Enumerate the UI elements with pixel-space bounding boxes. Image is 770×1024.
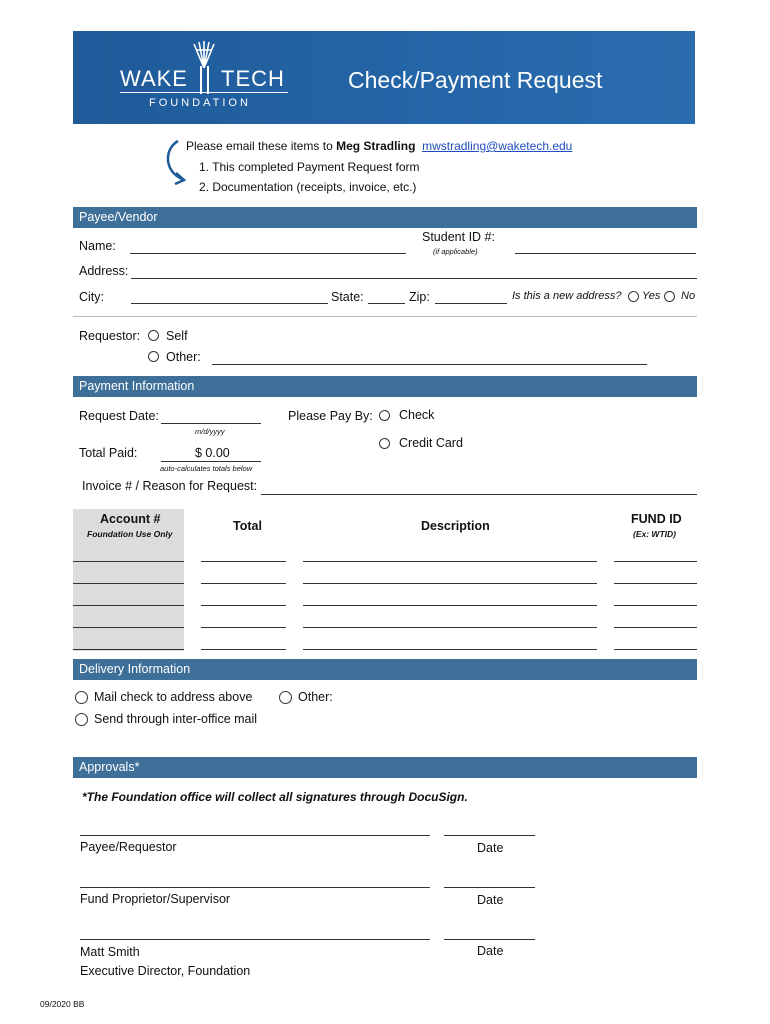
description-field[interactable] <box>303 649 597 650</box>
logo-wake: WAKE <box>120 66 188 91</box>
footer-code: 09/2020 BB <box>40 999 85 1009</box>
fund-header: FUND ID <box>631 512 682 526</box>
account-field[interactable] <box>73 605 184 606</box>
city-label: City: <box>79 290 104 304</box>
signature-line-director[interactable] <box>80 939 430 940</box>
new-address-question: Is this a new address? <box>512 290 622 302</box>
logo-divider-2 <box>207 66 209 94</box>
zip-label: Zip: <box>409 290 430 304</box>
pay-by-check-radio[interactable] <box>379 410 390 421</box>
zip-field[interactable] <box>435 303 507 304</box>
section-payee-vendor: Payee/Vendor <box>73 207 697 228</box>
account-field[interactable] <box>73 627 184 628</box>
request-date-field[interactable] <box>161 423 261 424</box>
account-header: Account # <box>100 512 161 526</box>
signature-line-proprietor[interactable] <box>80 887 430 888</box>
interoffice-label: Send through inter-office mail <box>94 712 258 726</box>
student-id-note: (if applicable) <box>433 247 478 256</box>
logo-tech: TECH <box>221 66 285 91</box>
date-label-proprietor: Date <box>477 893 504 907</box>
logo-divider <box>200 66 202 94</box>
curved-arrow-icon <box>160 137 188 187</box>
payee-divider <box>73 316 697 317</box>
date-label-payee: Date <box>477 841 504 855</box>
fund-field[interactable] <box>614 627 697 628</box>
pay-by-credit-card-radio[interactable] <box>379 438 390 449</box>
page-title: Check/Payment Request <box>348 67 603 93</box>
requestor-other-label: Other: <box>166 350 201 364</box>
city-field[interactable] <box>131 303 328 304</box>
description-header: Description <box>421 519 490 533</box>
pay-by-credit-card-label: Credit Card <box>399 436 463 450</box>
date-line-proprietor[interactable] <box>444 887 535 888</box>
new-address-no-label: No <box>681 290 696 302</box>
requestor-other-field[interactable] <box>212 364 647 365</box>
new-address-no-radio[interactable] <box>664 291 675 302</box>
signature-label-proprietor: Fund Proprietor/Supervisor <box>80 892 231 906</box>
new-address-yes-label: Yes <box>642 290 661 302</box>
delivery-other-radio[interactable] <box>279 691 292 704</box>
fund-field[interactable] <box>614 583 697 584</box>
date-line-director[interactable] <box>444 939 535 940</box>
signature-label-payee: Payee/Requestor <box>80 840 177 854</box>
logo-flame-icon <box>188 40 220 70</box>
date-format-hint: m/d/yyyy <box>195 427 225 436</box>
description-field[interactable] <box>303 605 597 606</box>
fund-field[interactable] <box>614 605 697 606</box>
invoice-field[interactable] <box>261 494 697 495</box>
requestor-other-radio[interactable] <box>148 351 159 362</box>
approvals-note: *The Foundation office will collect all signatures through DocuSign. <box>82 790 468 804</box>
total-field[interactable] <box>201 561 286 562</box>
logo-rule <box>120 92 288 93</box>
pay-by-label: Please Pay By: <box>288 409 373 423</box>
total-field[interactable] <box>201 649 286 650</box>
date-label-director: Date <box>477 944 504 958</box>
contact-name: Meg Stradling <box>336 139 416 153</box>
invoice-label: Invoice # / Reason for Request: <box>82 479 258 493</box>
total-header: Total <box>233 519 262 533</box>
auto-calc-note: auto-calculates totals below <box>160 464 253 473</box>
name-label: Name: <box>79 239 116 253</box>
account-field[interactable] <box>73 649 184 650</box>
email-link[interactable]: mwstradling@waketech.edu <box>422 139 573 153</box>
instructions-lead-text: Please email these items to <box>186 139 337 153</box>
instruction-item-2: 2. Documentation (receipts, invoice, etc.) <box>199 180 417 194</box>
instruction-item-1: 1. This completed Payment Request form <box>199 160 420 174</box>
director-title: Executive Director, Foundation <box>80 964 251 978</box>
instructions-lead <box>186 139 572 153</box>
section-approvals: Approvals* <box>73 757 697 778</box>
description-field[interactable] <box>303 627 597 628</box>
student-id-field[interactable] <box>515 253 696 254</box>
name-field[interactable] <box>130 253 406 254</box>
section-delivery-information: Delivery Information <box>73 659 697 680</box>
description-field[interactable] <box>303 583 597 584</box>
total-paid-label: Total Paid: <box>79 446 138 460</box>
logo-foundation: FOUNDATION <box>149 97 251 109</box>
fund-field[interactable] <box>614 649 697 650</box>
section-payment-information: Payment Information <box>73 376 697 397</box>
requestor-self-label: Self <box>166 329 188 343</box>
mail-check-radio[interactable] <box>75 691 88 704</box>
date-line-payee[interactable] <box>444 835 535 836</box>
account-note: Foundation Use Only <box>87 529 173 539</box>
description-field[interactable] <box>303 561 597 562</box>
address-field[interactable] <box>131 278 697 279</box>
state-field[interactable] <box>368 303 405 304</box>
fund-note: (Ex: WTID) <box>633 529 676 539</box>
account-field[interactable] <box>73 583 184 584</box>
pay-by-check-label: Check <box>399 408 435 422</box>
delivery-other-label: Other: <box>298 690 333 704</box>
mail-check-label: Mail check to address above <box>94 690 253 704</box>
fund-field[interactable] <box>614 561 697 562</box>
student-id-label: Student ID #: <box>422 230 495 244</box>
total-field[interactable] <box>201 605 286 606</box>
account-field[interactable] <box>73 561 184 562</box>
interoffice-radio[interactable] <box>75 713 88 726</box>
requestor-label: Requestor: <box>79 329 141 343</box>
signature-line-payee[interactable] <box>80 835 430 836</box>
total-paid-value: $ 0.00 <box>195 446 230 460</box>
total-paid-field <box>161 461 261 462</box>
requestor-self-radio[interactable] <box>148 330 159 341</box>
address-label: Address: <box>79 264 129 278</box>
director-name: Matt Smith <box>80 945 140 959</box>
request-date-label: Request Date: <box>79 409 159 423</box>
new-address-yes-radio[interactable] <box>628 291 639 302</box>
state-label: State: <box>331 290 364 304</box>
total-field[interactable] <box>201 583 286 584</box>
total-field[interactable] <box>201 627 286 628</box>
